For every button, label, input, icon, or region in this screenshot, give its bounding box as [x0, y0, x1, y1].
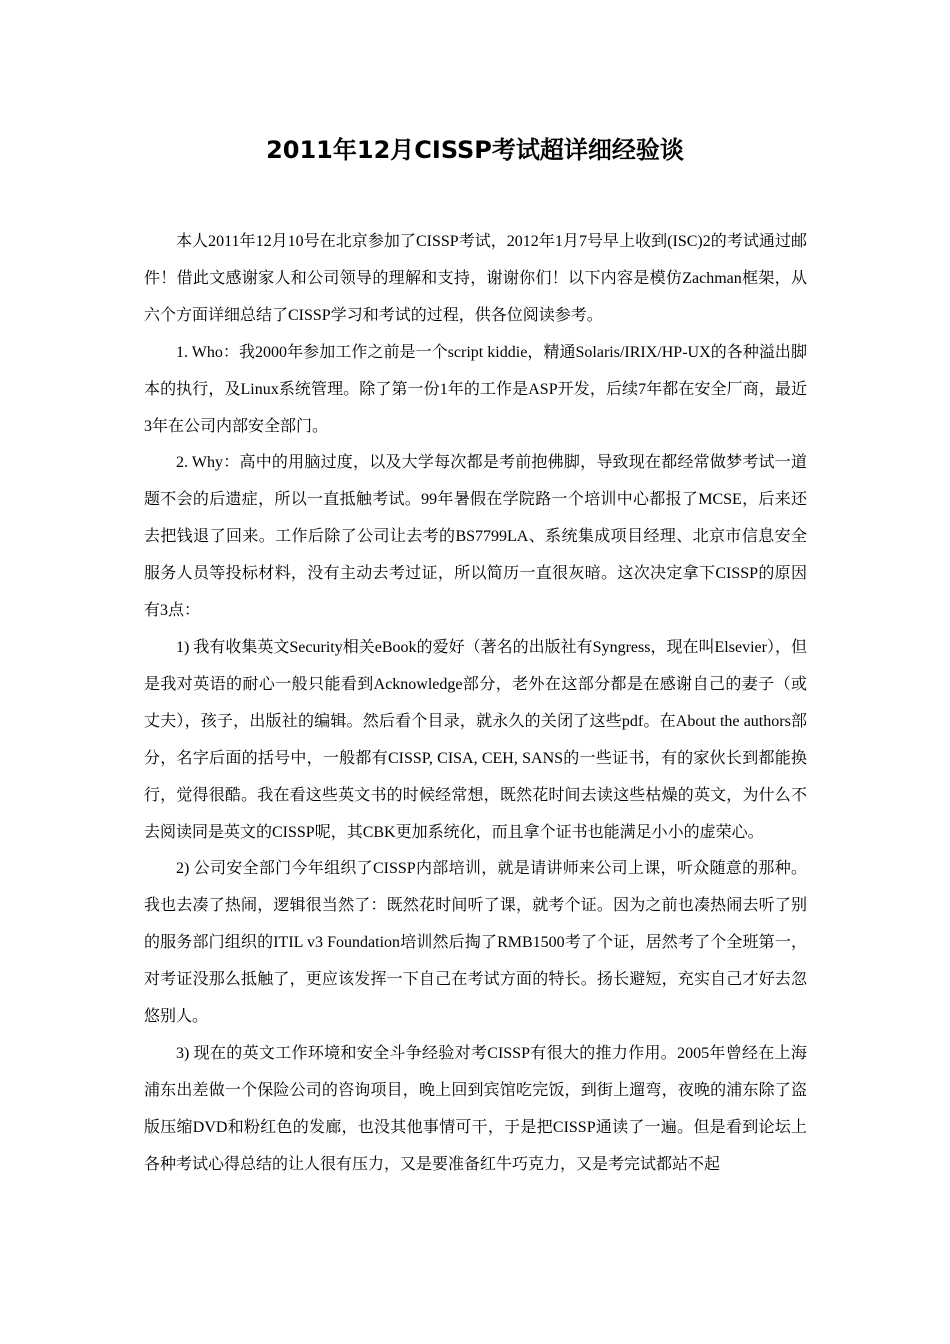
document-title: 2011年12月CISSP考试超详细经验谈 — [266, 136, 684, 164]
document-body — [144, 224, 807, 1184]
paragraph-why: 2. Why：高中的用脑过度，以及大学每次都是考前抱佛脚，导致现在都经常做梦考试一道题不会的后遗症，所以一直抵触考试。99年暑假在学院路一个培训中心都报了MCSE，后来还去把钱退了回来。工作后除了公司让去考的BS7799LA、系统集成项目经理、北京市信息安全服务人员等投标材料，没有主动去考过证，所以简历一直很灰暗。这次决定拿下CISSP的原因有3点： — [144, 454, 807, 620]
paragraph-reason-2: 2) 公司安全部门今年组织了CISSP内部培训，就是请讲师来公司上课，听众随意的那种。我也去凑了热闹，逻辑很当然了：既然花时间听了课，就考个证。因为之前也凑热闹去听了别的服务部门组织的ITIL v3 Foundation培训然后掏了RMB1500考了个证，居然考了个全班第一，对考证没那么抵触了，更应该发挥一下自己在考试方面的特长。扬长避短，充实自己才好去忽悠别人。 — [144, 860, 807, 1026]
paragraph-reason-1: 1) 我有收集英文Security相关eBook的爱好（著名的出版社有Syngress，现在叫Elsevier），但是我对英语的耐心一般只能看到Acknowledge部分，老外在这部分都是在感谢自己的妻子（或丈夫），孩子，出版社的编辑。然后看个目录，就永久的关闭了这些pdf。在About the authors部分，名字后面的括号中，一般都有CISSP, CISA, CEH, SANS的一些证书，有的家伙长到都能换行，觉得很酷。我在看这些英文书的时候经常想，既然花时间去读这些枯燥的英文，为什么不去阅读同是英文的CISSP呢，其CBK更加系统化，而且拿个证书也能满足小小的虚荣心。 — [144, 638, 807, 841]
paragraph-who: 1. Who：我2000年参加工作之前是一个script kiddie，精通Solaris/IRIX/HP-UX的各种溢出脚本的执行，及Linux系统管理。除了第一份1年的工作是ASP开发，后续7年都在安全厂商，最近3年在公司内部安全部门。 — [144, 343, 807, 435]
paragraph-reason-3: 3) 现在的英文工作环境和安全斗争经验对考CISSP有很大的推力作用。2005年曾经在上海浦东出差做一个保险公司的咨询项目，晚上回到宾馆吃完饭，到街上遛弯，夜晚的浦东除了盗版压缩DVD和粉红色的发廊，也没其他事情可干，于是把CISSP通读了一遍。但是看到论坛上各种考试心得总结的让人很有压力，又是要准备红牛巧克力，又是考完试都站不起 — [144, 1044, 807, 1173]
paragraph-intro: 本人2011年12月10号在北京参加了CISSP考试，2012年1月7号早上收到(ISC)2的考试通过邮件！借此文感谢家人和公司领导的理解和支持，谢谢你们！以下内容是模仿Zachman框架，从六个方面详细总结了CISSP学习和考试的过程，供各位阅读参考。 — [144, 233, 807, 324]
